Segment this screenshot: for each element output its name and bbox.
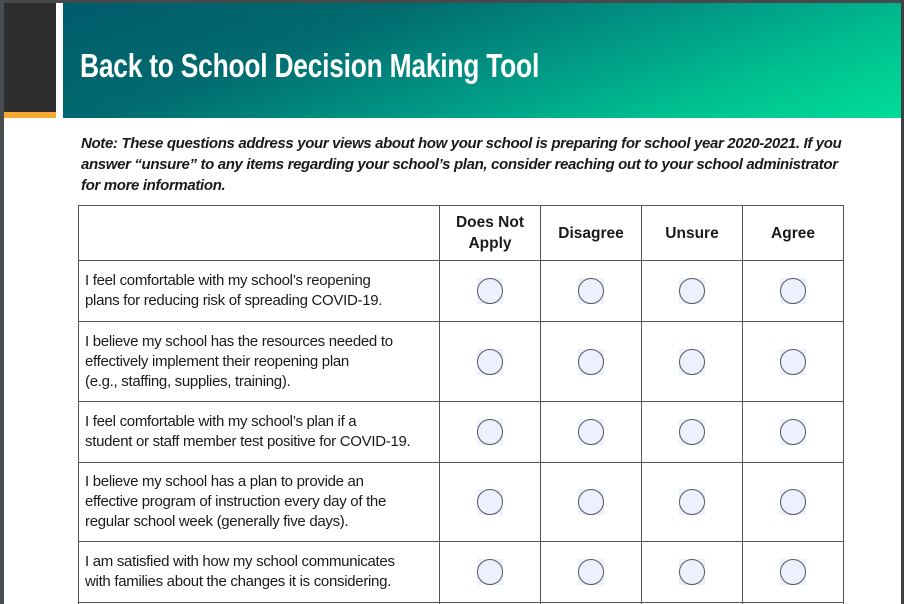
- question-line: effectively implement their reopening plan: [85, 352, 349, 370]
- radio-circle-icon: [679, 278, 705, 304]
- column-header-disagree: Disagree: [541, 206, 642, 261]
- header-side-block: [4, 3, 56, 118]
- question-line: I am satisfied with how my school communicates: [85, 553, 395, 570]
- column-header-unsure: Unsure: [642, 206, 743, 261]
- radio-circle-icon: [780, 419, 806, 445]
- radio-disagree[interactable]: [578, 419, 604, 445]
- option-cell-unsure: [642, 542, 743, 603]
- option-cell-unsure: [642, 402, 743, 463]
- option-cell-disagree: [541, 322, 642, 402]
- question-text: [79, 322, 440, 402]
- radio-disagree[interactable]: [578, 559, 604, 585]
- instructions-note: Note: These questions address your views about how your school is preparing for school year 2020-2021. If you answer “unsure” to any items regarding your school’s plan, consider reaching out to your school administrator for more information.: [81, 135, 842, 194]
- radio-does-not-apply[interactable]: [477, 419, 503, 445]
- radio-unsure[interactable]: [679, 349, 705, 375]
- option-cell-does-not-apply: [440, 322, 541, 402]
- option-cell-agree: [743, 542, 844, 603]
- radio-does-not-apply[interactable]: [477, 559, 503, 585]
- question-line: effective program of instruction every day of the: [85, 493, 387, 510]
- question-line: student or staff member test positive for COVID-19.: [85, 433, 411, 450]
- option-cell-does-not-apply: [440, 542, 541, 603]
- question-line: I feel comfortable with my school’s reopening: [85, 272, 371, 289]
- question-line: I believe my school has the resources needed to: [85, 332, 393, 350]
- radio-disagree[interactable]: [578, 489, 604, 515]
- question-text: [79, 261, 440, 322]
- option-cell-unsure: [642, 322, 743, 402]
- option-cell-agree: [743, 463, 844, 542]
- radio-circle-icon: [780, 489, 806, 515]
- radio-agree[interactable]: [780, 559, 806, 585]
- radio-circle-icon: [477, 349, 503, 375]
- table-row: [79, 261, 844, 322]
- header-question-cell: [79, 206, 440, 261]
- radio-does-not-apply[interactable]: [477, 349, 503, 375]
- radio-circle-icon: [578, 349, 604, 375]
- radio-circle-icon: [477, 489, 503, 515]
- radio-circle-icon: [578, 489, 604, 515]
- table-header-row: [79, 206, 844, 261]
- table-row: [79, 463, 844, 542]
- radio-circle-icon: [578, 559, 604, 585]
- radio-agree[interactable]: [780, 419, 806, 445]
- question-text: [79, 463, 440, 542]
- radio-does-not-apply[interactable]: [477, 489, 503, 515]
- column-header-does-not-apply: Does Not Apply: [440, 206, 541, 261]
- radio-circle-icon: [780, 349, 806, 375]
- radio-circle-icon: [477, 559, 503, 585]
- radio-unsure[interactable]: [679, 559, 705, 585]
- question-line: regular school week (generally five days).: [85, 513, 349, 530]
- question-line: plans for reducing risk of spreading COVID-19.: [85, 292, 383, 309]
- radio-unsure[interactable]: [679, 489, 705, 515]
- radio-circle-icon: [477, 278, 503, 304]
- radio-circle-icon: [477, 419, 503, 445]
- option-cell-agree: [743, 261, 844, 322]
- question-line: I feel comfortable with my school’s plan if a: [85, 413, 357, 430]
- radio-agree[interactable]: [780, 278, 806, 304]
- option-cell-unsure: [642, 463, 743, 542]
- option-cell-agree: [743, 322, 844, 402]
- survey-table: [78, 205, 844, 604]
- page-title: Back to School Decision Making Tool: [80, 47, 540, 84]
- radio-circle-icon: [578, 278, 604, 304]
- option-cell-agree: [743, 402, 844, 463]
- question-line: I believe my school has a plan to provide an: [85, 473, 364, 490]
- header-accent-bar: [4, 112, 56, 118]
- column-header-agree: Agree: [743, 206, 844, 261]
- radio-does-not-apply[interactable]: [477, 278, 503, 304]
- option-cell-disagree: [541, 463, 642, 542]
- radio-circle-icon: [679, 419, 705, 445]
- table-row: [79, 542, 844, 603]
- radio-circle-icon: [780, 278, 806, 304]
- option-cell-does-not-apply: [440, 261, 541, 322]
- option-cell-does-not-apply: [440, 463, 541, 542]
- radio-unsure[interactable]: [679, 419, 705, 445]
- radio-disagree[interactable]: [578, 349, 604, 375]
- radio-circle-icon: [679, 559, 705, 585]
- question-line: (e.g., staffing, supplies, training).: [85, 372, 291, 390]
- option-cell-disagree: [541, 261, 642, 322]
- question-text: [79, 402, 440, 463]
- question-text: [79, 542, 440, 603]
- option-cell-does-not-apply: [440, 402, 541, 463]
- radio-agree[interactable]: [780, 349, 806, 375]
- table-row: [79, 322, 844, 402]
- question-line: with families about the changes it is considering.: [85, 573, 392, 590]
- table-row: [79, 402, 844, 463]
- radio-disagree[interactable]: [578, 278, 604, 304]
- option-cell-unsure: [642, 261, 743, 322]
- radio-circle-icon: [578, 419, 604, 445]
- radio-agree[interactable]: [780, 489, 806, 515]
- option-cell-disagree: [541, 542, 642, 603]
- radio-circle-icon: [780, 559, 806, 585]
- radio-circle-icon: [679, 489, 705, 515]
- radio-circle-icon: [679, 349, 705, 375]
- header-banner: [63, 3, 901, 118]
- radio-unsure[interactable]: [679, 278, 705, 304]
- option-cell-disagree: [541, 402, 642, 463]
